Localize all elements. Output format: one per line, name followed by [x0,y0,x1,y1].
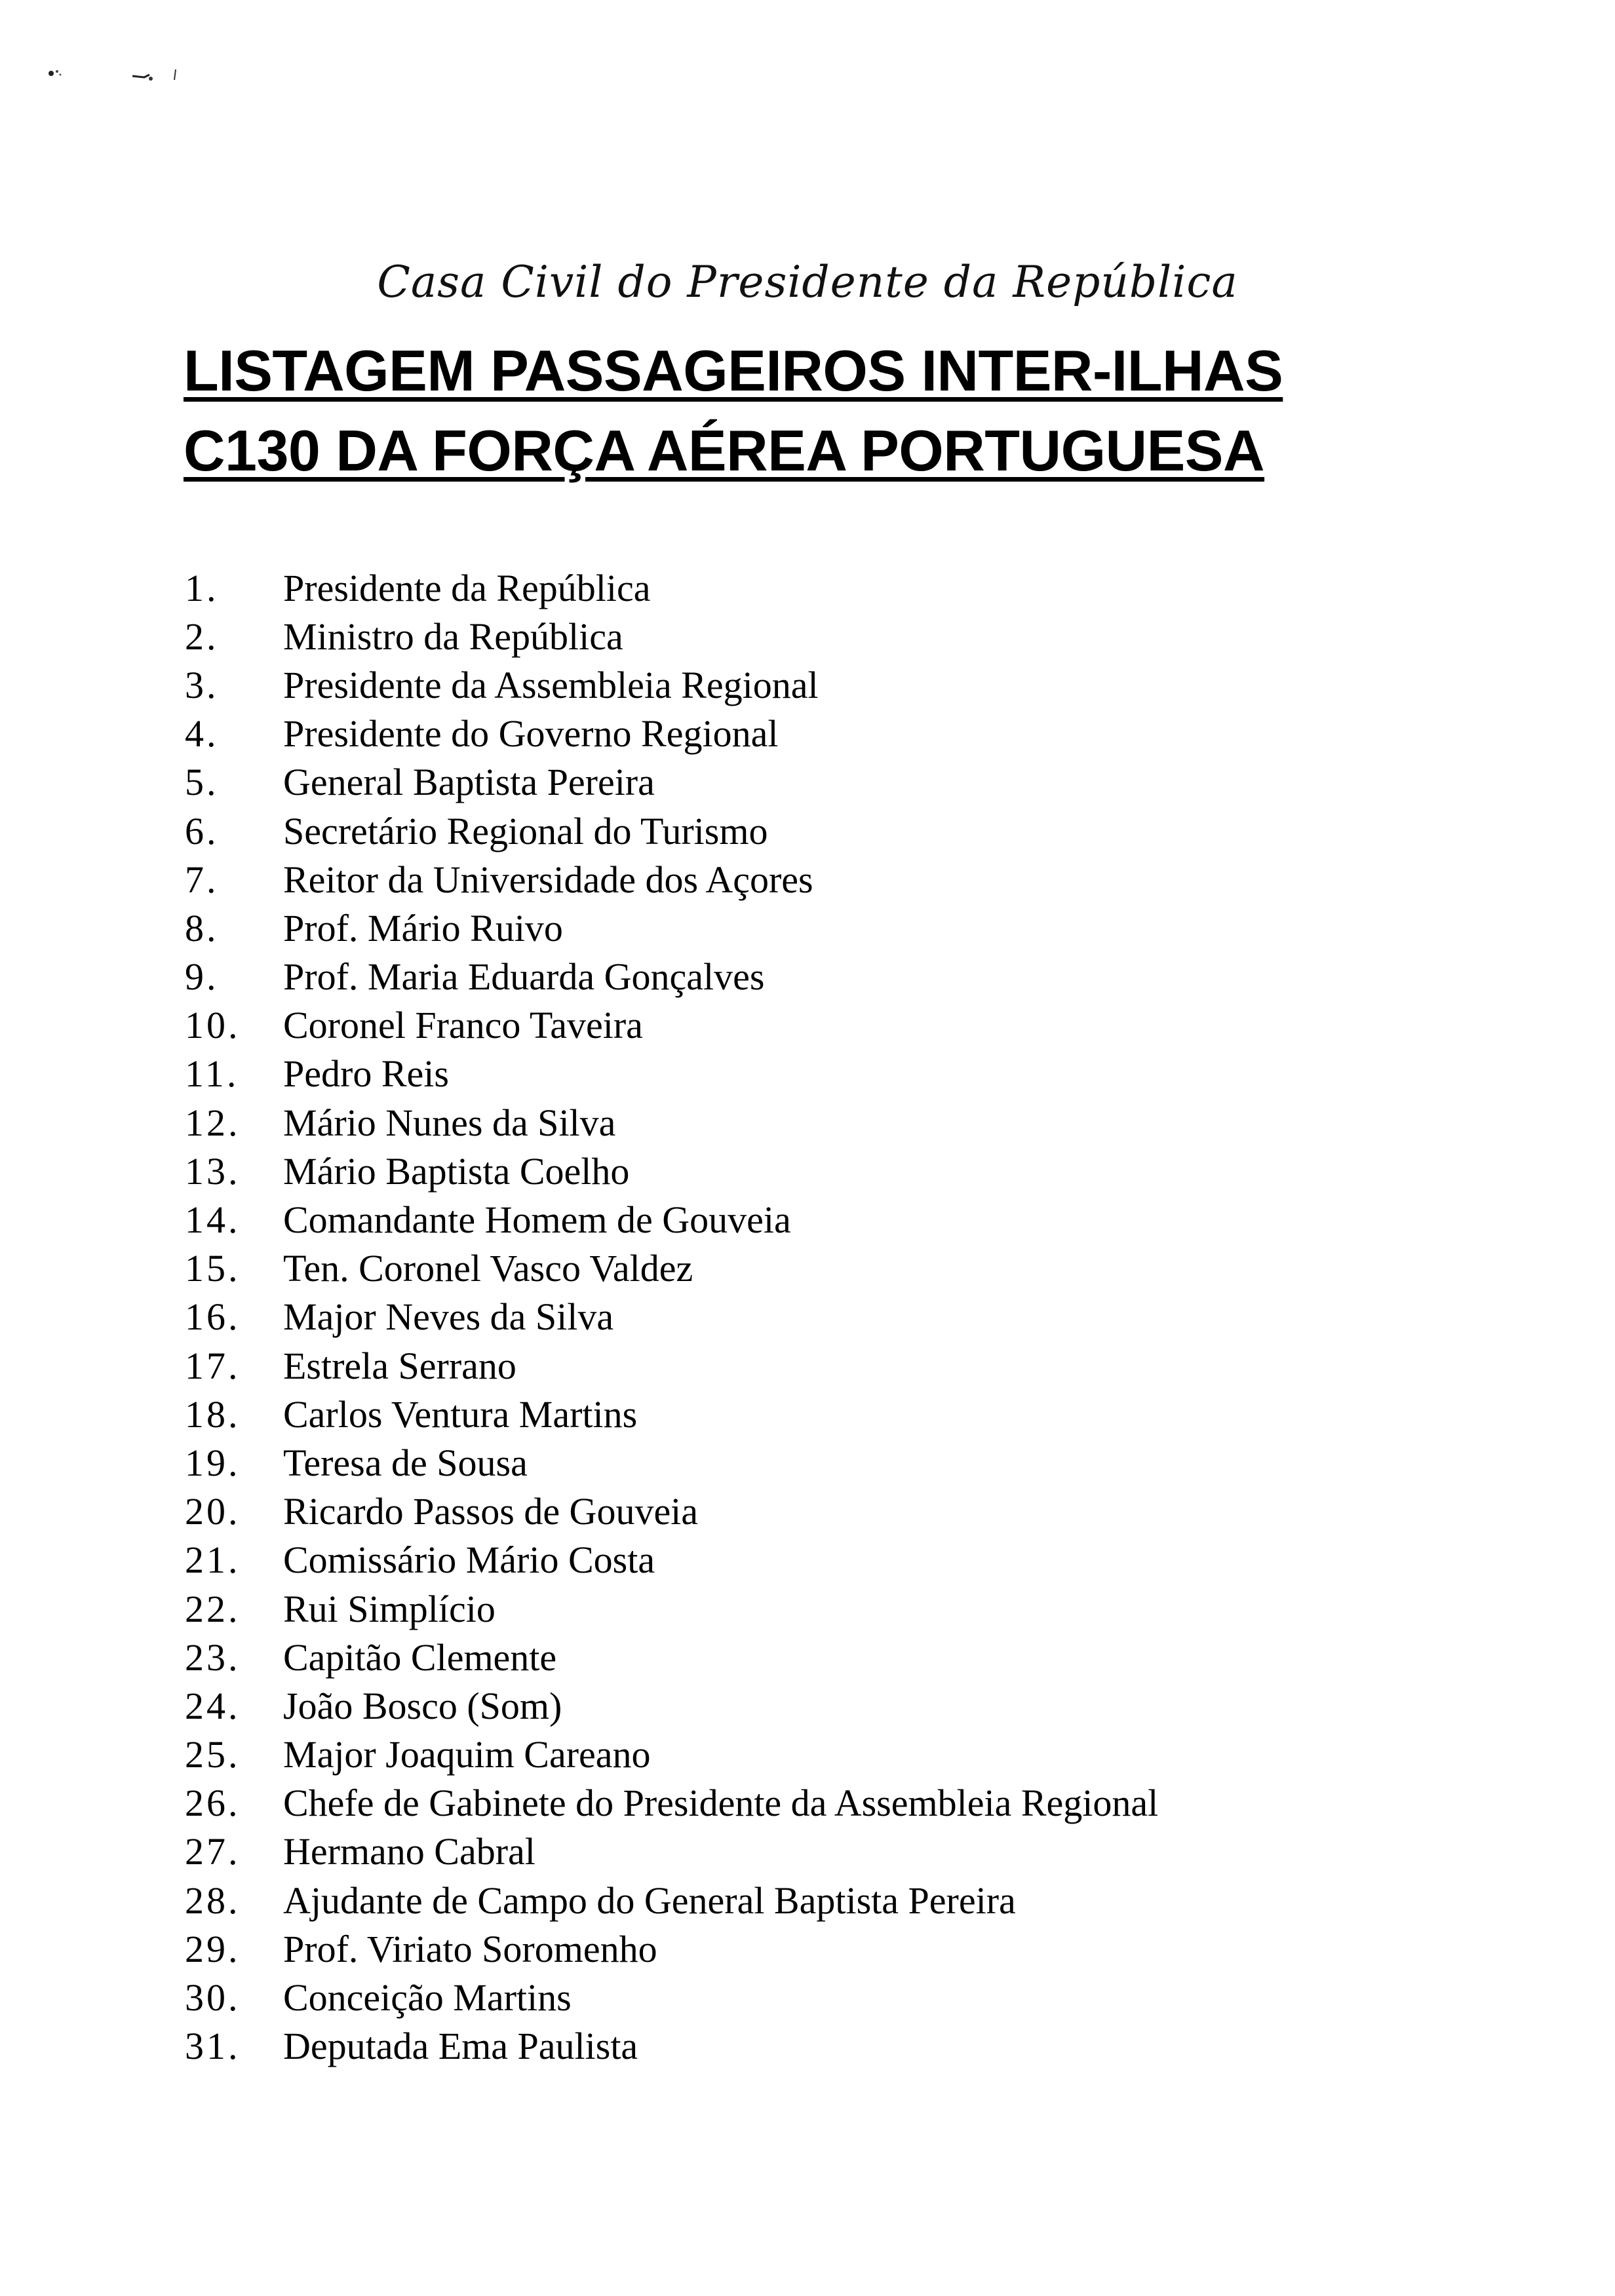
passenger-row [185,904,1430,952]
passenger-number: 29. [185,1927,241,1970]
passenger-row [185,807,1430,855]
passenger-row [185,1973,1430,2021]
document-title [184,339,1298,499]
passenger-row [185,1633,1430,1681]
passenger-name: Comandante Homem de Gouveia [283,1198,791,1242]
passenger-number: 4. [185,712,219,756]
passenger-number: 6. [185,809,219,852]
passenger-number: 3. [185,663,219,706]
passenger-row [185,1827,1430,1876]
passenger-number: 22. [185,1587,241,1630]
passenger-name: Prof. Maria Eduarda Gonçalves [283,955,765,999]
passenger-list [185,564,1430,2071]
passenger-row [185,758,1430,807]
passenger-name: Coronel Franco Taveira [283,1004,643,1047]
passenger-number: 31. [185,2025,241,2068]
title-line-1: LISTAGEM PASSAGEIROS INTER-ILHAS [184,338,1283,403]
passenger-number: 27. [185,1830,241,1873]
passenger-name: Reitor da Universidade dos Açores [283,858,813,901]
passenger-name: Presidente do Governo Regional [283,712,779,756]
passenger-row [185,1341,1430,1390]
passenger-number: 25. [185,1733,241,1776]
passenger-name: Presidente da República [283,566,651,609]
passenger-name: General Baptista Pereira [283,761,655,804]
passenger-number: 19. [185,1441,241,1484]
passenger-name: Prof. Viriato Soromenho [283,1927,657,1970]
letterhead: Casa Civil do Presidente da República [377,257,1238,307]
passenger-number: 10. [185,1004,241,1047]
passenger-name: Ministro da República [283,615,623,658]
passenger-name: Major Neves da Silva [283,1295,614,1339]
passenger-row [185,1001,1430,1050]
passenger-row [185,660,1430,709]
passenger-number: 12. [185,1101,241,1144]
passenger-name: Mário Nunes da Silva [283,1101,616,1144]
passenger-number: 9. [185,955,219,999]
passenger-number: 11. [185,1052,239,1096]
passenger-name: Conceição Martins [283,1976,572,2019]
passenger-row [185,710,1430,758]
passenger-row [185,1731,1430,1779]
passenger-number: 30. [185,1976,241,2019]
passenger-name: Pedro Reis [283,1052,449,1096]
passenger-name: Ten. Coronel Vasco Valdez [283,1247,693,1290]
passenger-number: 7. [185,858,219,901]
passenger-row [185,1779,1430,1827]
passenger-number: 16. [185,1295,241,1339]
passenger-number: 8. [185,906,219,949]
passenger-row [185,1050,1430,1098]
passenger-row [185,953,1430,1001]
passenger-row [185,1924,1430,1973]
passenger-row [185,1536,1430,1584]
passenger-name: Prof. Mário Ruivo [283,906,563,949]
passenger-name: Ricardo Passos de Gouveia [283,1490,699,1533]
passenger-name: Deputada Ema Paulista [283,2025,638,2068]
passenger-name: Mário Baptista Coelho [283,1149,630,1193]
passenger-row [185,1244,1430,1293]
passenger-name: João Bosco (Som) [283,1684,562,1727]
passenger-row [185,1487,1430,1536]
passenger-name: Chefe de Gabinete do Presidente da Assembleia Regional [283,1782,1159,1825]
passenger-row [185,855,1430,904]
passenger-row [185,1681,1430,1730]
passenger-number: 17. [185,1344,241,1387]
passenger-row [185,1195,1430,1244]
passenger-name: Capitão Clemente [283,1636,557,1679]
passenger-row [185,1147,1430,1195]
passenger-row [185,1098,1430,1147]
passenger-number: 13. [185,1149,241,1193]
passenger-row [185,612,1430,660]
passenger-name: Ajudante de Campo do General Baptista Pereira [283,1879,1016,1922]
passenger-name: Teresa de Sousa [283,1441,528,1484]
passenger-name: Comissário Mário Costa [283,1539,655,1582]
passenger-number: 5. [185,761,219,804]
passenger-row [185,1584,1430,1633]
passenger-number: 15. [185,1247,241,1290]
passenger-row [185,1438,1430,1487]
passenger-row [185,2022,1430,2071]
passenger-number: 1. [185,566,219,609]
passenger-number: 24. [185,1684,241,1727]
passenger-row [185,1293,1430,1341]
passenger-number: 26. [185,1782,241,1825]
passenger-name: Hermano Cabral [283,1830,535,1873]
passenger-number: 14. [185,1198,241,1242]
passenger-number: 21. [185,1539,241,1582]
passenger-name: Major Joaquim Careano [283,1733,651,1776]
passenger-row [185,564,1430,612]
passenger-row [185,1390,1430,1438]
passenger-name: Carlos Ventura Martins [283,1392,638,1436]
passenger-name: Secretário Regional do Turismo [283,809,768,852]
passenger-name: Presidente da Assembleia Regional [283,663,819,706]
passenger-number: 28. [185,1879,241,1922]
passenger-number: 18. [185,1392,241,1436]
passenger-name: Rui Simplício [283,1587,496,1630]
passenger-row [185,1876,1430,1924]
passenger-number: 20. [185,1490,241,1533]
scan-speck-marks [46,60,190,86]
title-line-2: C130 DA FORÇA AÉREA PORTUGUESA [184,418,1265,483]
passenger-number: 23. [185,1636,241,1679]
passenger-number: 2. [185,615,219,658]
passenger-name: Estrela Serrano [283,1344,516,1387]
